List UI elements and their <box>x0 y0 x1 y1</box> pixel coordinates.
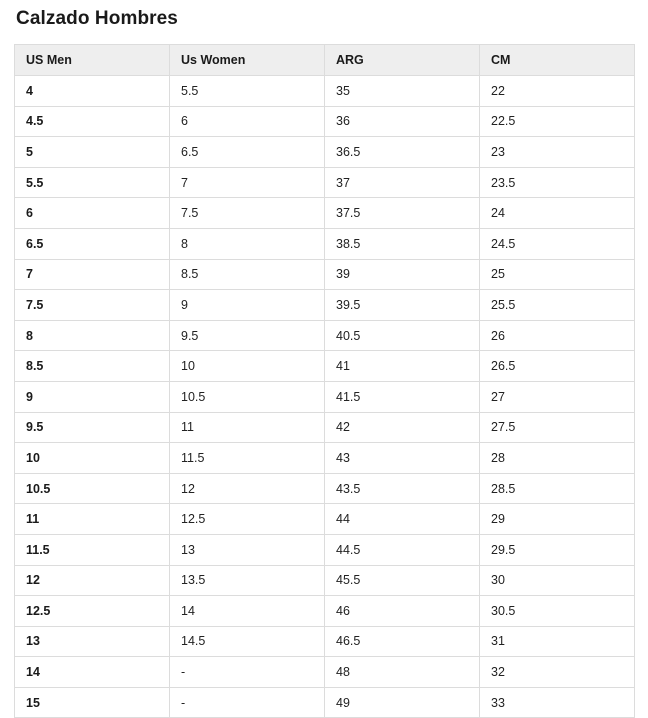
cell-cm: 33 <box>480 687 635 718</box>
table-row <box>15 443 635 474</box>
table-body <box>15 76 635 718</box>
cell-arg: 44.5 <box>325 534 480 565</box>
table-row <box>15 351 635 382</box>
cell-cm: 22 <box>480 76 635 107</box>
cell-us-women: 12 <box>170 473 325 504</box>
cell-us-women: 7 <box>170 167 325 198</box>
table-row <box>15 320 635 351</box>
cell-us-men: 5.5 <box>15 167 170 198</box>
cell-arg: 44 <box>325 504 480 535</box>
cell-arg: 39.5 <box>325 290 480 321</box>
cell-us-women: 6 <box>170 106 325 137</box>
cell-cm: 24 <box>480 198 635 229</box>
cell-arg: 48 <box>325 657 480 688</box>
column-header-us-men: US Men <box>15 45 170 76</box>
cell-arg: 46 <box>325 596 480 627</box>
cell-us-men: 14 <box>15 657 170 688</box>
cell-us-women: 13.5 <box>170 565 325 596</box>
table-row <box>15 657 635 688</box>
column-header-us-women: Us Women <box>170 45 325 76</box>
cell-us-men: 10 <box>15 443 170 474</box>
cell-us-men: 12 <box>15 565 170 596</box>
cell-cm: 23.5 <box>480 167 635 198</box>
cell-cm: 26 <box>480 320 635 351</box>
cell-cm: 29 <box>480 504 635 535</box>
cell-us-men: 9 <box>15 381 170 412</box>
cell-us-men: 4.5 <box>15 106 170 137</box>
cell-us-men: 10.5 <box>15 473 170 504</box>
column-header-arg: ARG <box>325 45 480 76</box>
cell-cm: 23 <box>480 137 635 168</box>
cell-us-women: 8 <box>170 228 325 259</box>
table-row <box>15 167 635 198</box>
cell-cm: 30.5 <box>480 596 635 627</box>
table-row <box>15 565 635 596</box>
cell-us-women: 9.5 <box>170 320 325 351</box>
table-row <box>15 106 635 137</box>
cell-us-men: 11.5 <box>15 534 170 565</box>
cell-arg: 38.5 <box>325 228 480 259</box>
cell-cm: 29.5 <box>480 534 635 565</box>
cell-us-men: 13 <box>15 626 170 657</box>
table-row <box>15 76 635 107</box>
cell-cm: 25.5 <box>480 290 635 321</box>
cell-us-men: 4 <box>15 76 170 107</box>
table-row <box>15 687 635 718</box>
cell-cm: 28 <box>480 443 635 474</box>
cell-cm: 30 <box>480 565 635 596</box>
cell-cm: 27 <box>480 381 635 412</box>
cell-us-men: 5 <box>15 137 170 168</box>
cell-arg: 40.5 <box>325 320 480 351</box>
cell-us-women: 8.5 <box>170 259 325 290</box>
table-row <box>15 290 635 321</box>
cell-us-men: 15 <box>15 687 170 718</box>
table-header-row <box>15 45 635 76</box>
cell-arg: 35 <box>325 76 480 107</box>
cell-cm: 32 <box>480 657 635 688</box>
page-container <box>0 8 648 718</box>
cell-arg: 36.5 <box>325 137 480 168</box>
cell-us-women: 13 <box>170 534 325 565</box>
table-row <box>15 228 635 259</box>
cell-arg: 46.5 <box>325 626 480 657</box>
cell-us-men: 8.5 <box>15 351 170 382</box>
cell-arg: 45.5 <box>325 565 480 596</box>
cell-us-women: - <box>170 657 325 688</box>
cell-us-women: 10.5 <box>170 381 325 412</box>
cell-us-women: - <box>170 687 325 718</box>
table-row <box>15 198 635 229</box>
cell-us-women: 14.5 <box>170 626 325 657</box>
cell-us-women: 12.5 <box>170 504 325 535</box>
cell-arg: 39 <box>325 259 480 290</box>
cell-cm: 24.5 <box>480 228 635 259</box>
size-chart-table <box>14 44 635 718</box>
cell-us-men: 12.5 <box>15 596 170 627</box>
cell-arg: 49 <box>325 687 480 718</box>
table-header <box>15 45 635 76</box>
cell-us-men: 6 <box>15 198 170 229</box>
table-row <box>15 412 635 443</box>
cell-us-women: 5.5 <box>170 76 325 107</box>
cell-cm: 25 <box>480 259 635 290</box>
cell-us-men: 8 <box>15 320 170 351</box>
cell-arg: 43.5 <box>325 473 480 504</box>
cell-cm: 27.5 <box>480 412 635 443</box>
table-row <box>15 596 635 627</box>
column-header-cm: CM <box>480 45 635 76</box>
cell-us-women: 10 <box>170 351 325 382</box>
cell-arg: 41 <box>325 351 480 382</box>
cell-us-women: 6.5 <box>170 137 325 168</box>
cell-us-women: 9 <box>170 290 325 321</box>
cell-arg: 37.5 <box>325 198 480 229</box>
cell-arg: 41.5 <box>325 381 480 412</box>
table-row <box>15 381 635 412</box>
table-row <box>15 473 635 504</box>
page-title: Calzado Hombres <box>16 8 178 29</box>
table-row <box>15 626 635 657</box>
cell-us-men: 6.5 <box>15 228 170 259</box>
cell-us-women: 14 <box>170 596 325 627</box>
cell-arg: 43 <box>325 443 480 474</box>
table-row <box>15 259 635 290</box>
table-row <box>15 534 635 565</box>
cell-cm: 28.5 <box>480 473 635 504</box>
cell-us-men: 7 <box>15 259 170 290</box>
cell-us-women: 11 <box>170 412 325 443</box>
cell-us-women: 7.5 <box>170 198 325 229</box>
cell-arg: 36 <box>325 106 480 137</box>
cell-cm: 31 <box>480 626 635 657</box>
cell-cm: 26.5 <box>480 351 635 382</box>
cell-us-men: 9.5 <box>15 412 170 443</box>
cell-arg: 42 <box>325 412 480 443</box>
cell-us-men: 7.5 <box>15 290 170 321</box>
table-row <box>15 504 635 535</box>
table-row <box>15 137 635 168</box>
cell-arg: 37 <box>325 167 480 198</box>
cell-us-women: 11.5 <box>170 443 325 474</box>
cell-cm: 22.5 <box>480 106 635 137</box>
cell-us-men: 11 <box>15 504 170 535</box>
